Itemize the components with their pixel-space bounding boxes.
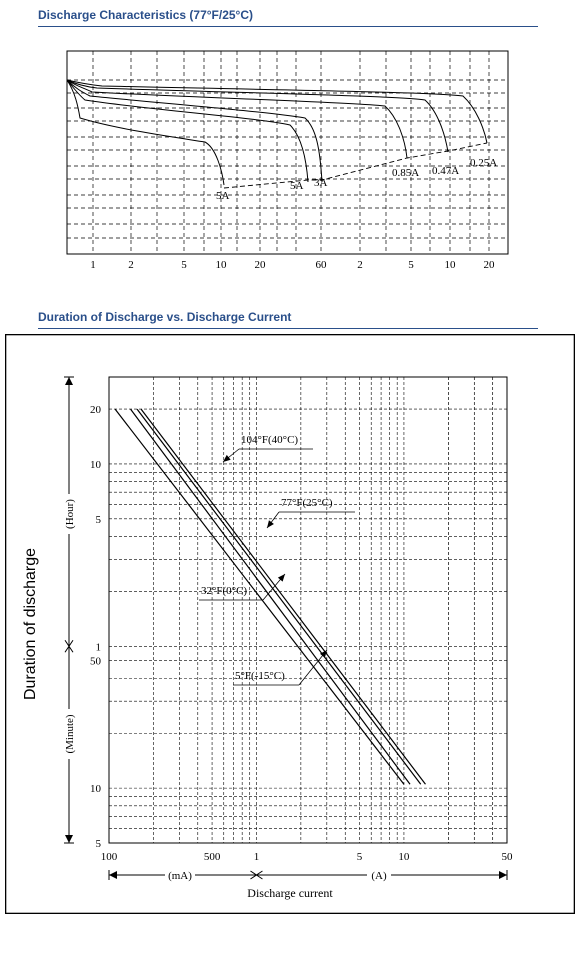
discharge-characteristics-chart (0, 30, 580, 280)
y-tick-label-minute: 50 (90, 655, 101, 668)
callout-arrowhead (267, 520, 274, 528)
discharge-curve (67, 80, 448, 152)
section-title-duration-vs-current: Duration of Discharge vs. Discharge Current (38, 310, 292, 324)
series-label: 0.25A (470, 157, 498, 169)
title-rule-second (38, 328, 538, 329)
y-arrow-down (65, 835, 73, 843)
x-tick-label: 50 (501, 851, 513, 863)
series-line (141, 409, 425, 784)
discharge-curve (67, 80, 322, 182)
y-axis-label: Duration of discharge (22, 547, 39, 701)
y-tick-label-hour: 5 (95, 513, 101, 526)
x-tick-label-minutes: 5 (181, 259, 187, 271)
x-tick-label: 100 (100, 851, 118, 863)
series-label: 5A (216, 190, 230, 202)
x-tick-label-hours: 10 (444, 259, 456, 271)
series-label: 3A (314, 177, 328, 189)
x-unit-left: (mA) (168, 870, 192, 882)
x-arrow-left (109, 871, 117, 879)
y-arrow-up (65, 377, 73, 385)
discharge-curve (67, 80, 308, 182)
x-axis-label: Discharge current (247, 886, 333, 900)
y-tick-label-hour: 20 (90, 404, 101, 417)
series-line (115, 409, 404, 784)
series-label: 77°F(25°C) (281, 497, 333, 509)
x-tick-label-hours: 2 (357, 259, 363, 271)
series-label: 5A (290, 180, 304, 192)
series-label: 32°F(0°C) (201, 585, 248, 597)
series-label: 0.85A (392, 167, 420, 179)
x-tick-label-minutes: 20 (254, 259, 266, 271)
series-label: 5°F(-15°C) (235, 670, 285, 682)
series-label: 104°F(40°C) (241, 434, 299, 446)
y-tick-label-hour: 10 (90, 458, 101, 471)
x-arrow-right (499, 871, 507, 879)
x-tick-label-minutes: 10 (215, 259, 227, 271)
x-tick-label-minutes: 60 (315, 259, 327, 271)
y-tick-label-minute: 5 (95, 838, 101, 850)
y-unit-upper: (Hour) (64, 499, 76, 529)
x-tick-label: 1 (253, 851, 260, 863)
x-tick-label-minutes: 2 (128, 259, 134, 271)
duration-vs-current-chart (5, 334, 575, 914)
x-tick-label-hours: 20 (483, 259, 495, 271)
x-tick-label-hours: 5 (408, 259, 414, 271)
callout-arrowhead (278, 574, 285, 582)
y-unit-lower: (Minute) (64, 714, 76, 754)
series-line (131, 409, 410, 784)
plot-frame (109, 377, 507, 843)
x-tick-label: 5 (356, 851, 363, 863)
section-title-discharge-characteristics: Discharge Characteristics (77°F/25°C) (38, 8, 254, 22)
x-unit-right: (A) (371, 870, 387, 882)
title-rule-top (38, 26, 538, 27)
y-tick-label-minute: 10 (90, 783, 101, 796)
y-tick-label-hour: 1 (95, 641, 101, 654)
x-tick-label: 500 (203, 851, 221, 863)
x-tick-label-minutes: 1 (90, 259, 96, 271)
series-label: 0.47A (432, 165, 460, 177)
plot-frame (67, 51, 508, 254)
x-tick-label: 10 (398, 851, 410, 863)
callout-arrowhead (223, 455, 231, 462)
